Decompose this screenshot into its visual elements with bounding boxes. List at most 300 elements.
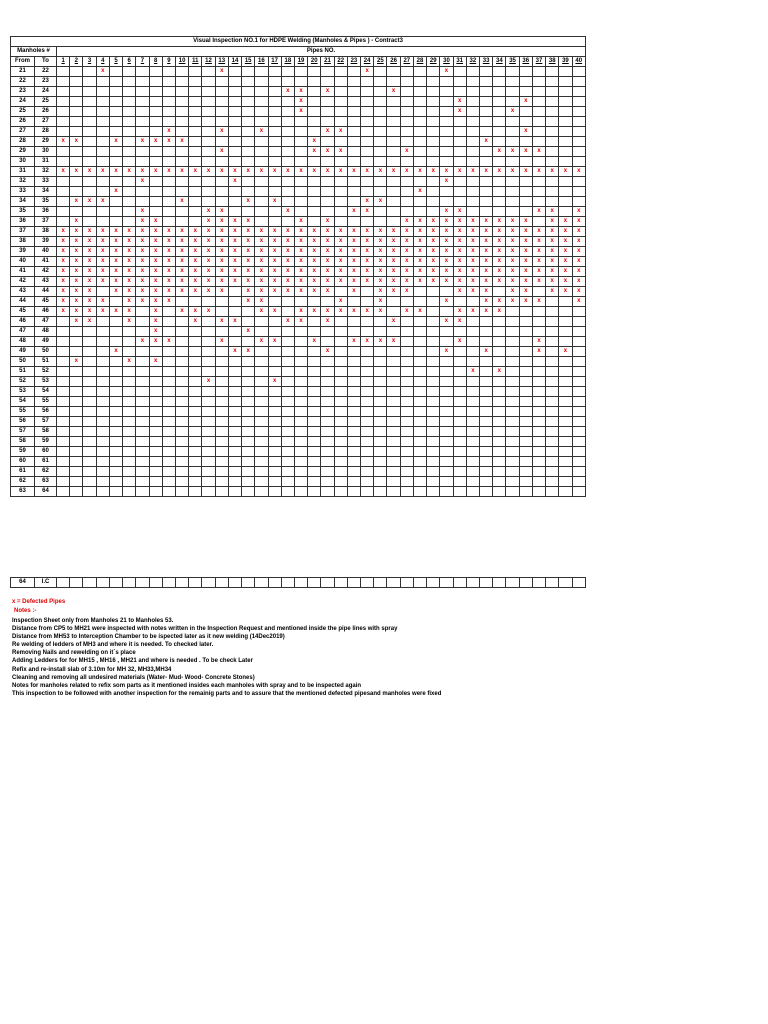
pipe-cell [109,397,122,407]
pipe-cell [519,337,532,347]
defect-mark: x [228,217,241,227]
pipe-cell [96,287,109,297]
pipe-cell [347,457,360,467]
defect-mark: x [308,247,321,257]
pipe-cell [453,467,466,477]
pipe-cell [202,327,215,337]
pipe-cell [308,67,321,77]
defect-mark: x [242,277,255,287]
pipe-cell [136,187,149,197]
pipe-number-header: 40 [572,57,585,67]
defect-mark: x [321,347,334,357]
defect-mark: x [321,307,334,317]
defect-mark: x [268,287,281,297]
pipe-cell [281,127,294,137]
manhole-row [11,347,586,357]
defect-mark: x [136,247,149,257]
defect-mark: x [149,307,162,317]
pipe-cell [466,117,479,127]
pipe-cell [559,387,572,397]
defect-mark: x [96,197,109,207]
pipe-cell [387,347,400,357]
pipe-cell [413,347,426,357]
pipe-cell [387,127,400,137]
pipe-cell [281,437,294,447]
pipe-cell [334,197,347,207]
pipe-cell [347,67,360,77]
from-manhole: 44 [11,297,35,307]
pipe-cell [387,137,400,147]
pipe-cell [109,197,122,207]
pipe-cell [413,207,426,217]
defect-mark: x [123,227,136,237]
pipe-cell [334,407,347,417]
pipe-cell [175,107,188,117]
defect-mark: x [149,327,162,337]
defect-mark: x [149,217,162,227]
pipe-cell [109,578,122,588]
defect-mark: x [70,277,83,287]
pipe-cell [480,367,493,377]
pipe-cell [546,127,559,137]
pipe-cell [109,377,122,387]
pipe-cell [136,447,149,457]
pipe-cell [202,147,215,157]
from-manhole: 64 [11,578,35,588]
pipe-cell [242,457,255,467]
to-manhole: 54 [35,387,57,397]
interception-chamber-table [10,577,586,588]
pipe-cell [572,157,585,167]
pipe-cell [215,367,228,377]
defect-mark: x [175,277,188,287]
manhole-row [11,447,586,457]
defect-mark: x [294,317,307,327]
defect-mark: x [440,237,453,247]
defect-mark: x [466,267,479,277]
pipe-cell [175,147,188,157]
pipe-cell [228,297,241,307]
defect-mark: x [334,277,347,287]
pipe-cell [506,407,519,417]
defect-mark: x [347,257,360,267]
pipe-cell [228,97,241,107]
pipe-cell [532,578,545,588]
pipe-cell [453,397,466,407]
pipe-cell [123,467,136,477]
pipe-cell [532,377,545,387]
pipe-cell [532,107,545,117]
manhole-row [11,437,586,447]
pipe-cell [572,77,585,87]
pipe-cell [294,117,307,127]
pipe-cell [109,87,122,97]
pipe-cell [242,77,255,87]
pipe-cell [466,147,479,157]
pipe-cell [228,327,241,337]
from-manhole: 56 [11,417,35,427]
pipe-cell [400,327,413,337]
defect-mark: x [427,237,440,247]
pipe-cell [559,177,572,187]
pipe-cell [413,427,426,437]
pipe-cell [347,467,360,477]
defect-mark: x [519,277,532,287]
defect-mark: x [136,297,149,307]
pipe-cell [506,387,519,397]
pipe-cell [519,347,532,357]
to-manhole: 34 [35,187,57,197]
defect-mark: x [215,147,228,157]
pipe-cell [109,67,122,77]
pipe-cell [96,77,109,87]
pipe-cell [123,457,136,467]
defect-mark: x [123,287,136,297]
defect-mark: x [493,297,506,307]
pipe-cell [480,397,493,407]
defect-mark: x [123,307,136,317]
pipe-cell [519,427,532,437]
pipe-cell [242,337,255,347]
pipe-cell [268,477,281,487]
pipe-cell [374,67,387,77]
defect-mark: x [546,217,559,227]
pipe-cell [334,387,347,397]
pipe-cell [70,347,83,357]
defect-mark: x [149,317,162,327]
pipe-cell [480,97,493,107]
defect-mark: x [202,287,215,297]
pipe-cell [532,397,545,407]
defect-mark: x [334,127,347,137]
pipe-cell [215,467,228,477]
pipe-cell [532,97,545,107]
pipe-cell [294,357,307,367]
pipe-cell [109,157,122,167]
defect-mark: x [374,257,387,267]
pipe-cell [255,147,268,157]
defect-mark: x [361,207,374,217]
pipe-cell [123,197,136,207]
pipe-cell [123,477,136,487]
pipe-cell [546,367,559,377]
defect-mark: x [440,317,453,327]
pipe-cell [175,207,188,217]
defect-mark: x [57,167,70,177]
pipe-cell [361,327,374,337]
pipe-cell [96,107,109,117]
pipe-cell [294,157,307,167]
pipe-cell [559,97,572,107]
pipe-cell [466,357,479,367]
defect-mark: x [440,347,453,357]
to-manhole: 31 [35,157,57,167]
pipe-cell [493,97,506,107]
pipe-cell [70,377,83,387]
pipe-cell [136,117,149,127]
pipe-cell [493,177,506,187]
defect-mark: x [361,307,374,317]
defect-mark: x [374,297,387,307]
from-manhole: 42 [11,277,35,287]
sheet-title: Visual Inspection NO.1 for HDPE Welding (Manholes & Pipes ) - Contract3 [11,37,586,47]
pipe-cell [202,427,215,437]
manhole-row [11,177,586,187]
defect-mark: x [506,167,519,177]
defect-mark: x [255,257,268,267]
interception-chamber-row [11,578,586,588]
pipe-cell [109,467,122,477]
pipe-cell [361,297,374,307]
pipe-cell [109,417,122,427]
pipe-cell [321,397,334,407]
to-manhole: 57 [35,417,57,427]
pipe-cell [109,447,122,457]
pipe-cell [387,327,400,337]
pipe-cell [466,127,479,137]
defect-mark: x [162,127,175,137]
pipe-cell [123,337,136,347]
manhole-row [11,187,586,197]
pipe-cell [149,437,162,447]
pipe-cell [189,187,202,197]
pipe-cell [493,417,506,427]
pipe-cell [189,457,202,467]
pipe-cell [519,477,532,487]
pipe-cell [294,427,307,437]
defect-mark: x [57,277,70,287]
pipe-cell [281,367,294,377]
pipe-cell [321,467,334,477]
pipe-cell [242,407,255,417]
pipe-cell [493,137,506,147]
from-manhole: 54 [11,397,35,407]
pipe-cell [255,377,268,387]
pipe-cell [493,578,506,588]
pipe-cell [532,327,545,337]
pipe-cell [215,137,228,147]
pipe-cell [175,367,188,377]
pipe-cell [294,437,307,447]
pipe-cell [96,127,109,137]
pipe-cell [308,477,321,487]
pipe-cell [361,487,374,497]
manhole-row [11,297,586,307]
pipe-cell [546,317,559,327]
defect-mark: x [228,247,241,257]
pipe-cell [387,147,400,157]
defect-mark: x [413,167,426,177]
pipe-cell [427,447,440,457]
pipe-cell [109,117,122,127]
pipe-cell [466,347,479,357]
pipe-cell [175,417,188,427]
defect-mark: x [215,257,228,267]
defect-mark: x [519,297,532,307]
pipe-cell [427,117,440,127]
pipe-cell [387,447,400,457]
from-manhole: 35 [11,207,35,217]
defect-mark: x [189,257,202,267]
manhole-row [11,87,586,97]
pipe-cell [308,347,321,357]
defect-mark: x [493,277,506,287]
pipe-cell [546,387,559,397]
pipe-cell [453,367,466,377]
pipe-cell [506,117,519,127]
pipe-cell [506,447,519,457]
pipe-cell [281,97,294,107]
pipe-cell [546,297,559,307]
defect-mark: x [228,267,241,277]
manhole-row [11,467,586,477]
pipe-cell [387,387,400,397]
pipe-cell [453,357,466,367]
pipe-cell [334,317,347,327]
defect-mark: x [162,137,175,147]
pipe-cell [546,187,559,197]
pipe-cell [109,297,122,307]
defect-mark: x [334,257,347,267]
pipe-cell [427,377,440,387]
pipe-cell [321,377,334,387]
defect-mark: x [268,197,281,207]
pipe-cell [374,427,387,437]
pipe-cell [519,437,532,447]
to-manhole: 58 [35,427,57,437]
defect-mark: x [175,267,188,277]
pipe-cell [480,147,493,157]
pipe-cell [308,467,321,477]
pipe-cell [413,417,426,427]
pipe-cell [109,327,122,337]
defect-mark: x [215,217,228,227]
pipe-cell [57,467,70,477]
pipe-cell [387,377,400,387]
pipe-cell [361,367,374,377]
pipe-cell [387,207,400,217]
pipe-cell [572,397,585,407]
defect-mark: x [321,227,334,237]
defect-mark: x [387,167,400,177]
pipe-cell [57,457,70,467]
to-manhole: 50 [35,347,57,357]
manhole-row [11,227,586,237]
pipe-cell [136,367,149,377]
pipe-cell [268,578,281,588]
pipe-cell [242,157,255,167]
pipe-cell [493,397,506,407]
defect-mark: x [268,337,281,347]
defect-mark: x [175,307,188,317]
pipe-cell [308,407,321,417]
defect-mark: x [96,307,109,317]
pipe-cell [215,197,228,207]
to-manhole: 48 [35,327,57,337]
pipe-cell [572,97,585,107]
pipe-cell [308,197,321,207]
pipe-cell [57,427,70,437]
pipe-cell [255,107,268,117]
defect-mark: x [255,287,268,297]
pipe-cell [546,177,559,187]
pipe-cell [228,307,241,317]
defect-mark: x [400,217,413,227]
pipe-cell [109,407,122,417]
pipe-cell [57,367,70,377]
pipe-cell [480,67,493,77]
pipe-cell [559,297,572,307]
note-line: Distance from CP5 to MH21 were inspected with notes written in the Inspection Request and mentioned inside the pipe lines with spray [12,626,398,633]
pipe-cell [123,67,136,77]
pipe-cell [281,217,294,227]
defect-mark: x [440,167,453,177]
defect-mark: x [559,227,572,237]
to-manhole: 52 [35,367,57,377]
pipe-cell [334,417,347,427]
pipe-cell [175,347,188,357]
defect-mark: x [228,167,241,177]
defect-mark: x [215,287,228,297]
pipe-cell [519,407,532,417]
pipe-cell [321,67,334,77]
defect-mark: x [281,317,294,327]
pipe-cell [136,457,149,467]
pipe-cell [559,127,572,137]
pipe-cell [400,187,413,197]
pipe-cell [70,457,83,467]
pipe-cell [215,117,228,127]
pipe-number-header: 19 [294,57,307,67]
defect-mark: x [413,187,426,197]
defect-mark: x [559,257,572,267]
pipe-cell [321,327,334,337]
defect-mark: x [466,237,479,247]
pipe-cell [440,578,453,588]
pipe-cell [162,107,175,117]
pipe-cell [440,437,453,447]
pipe-cell [268,367,281,377]
pipe-number-header: 4 [96,57,109,67]
pipe-cell [480,127,493,137]
defect-mark: x [334,237,347,247]
pipe-cell [162,487,175,497]
defect-mark: x [400,267,413,277]
pipe-cell [506,337,519,347]
pipe-cell [308,578,321,588]
pipe-cell [281,177,294,187]
pipe-cell [109,107,122,117]
pipe-cell [440,327,453,337]
pipe-cell [374,117,387,127]
pipe-cell [281,447,294,457]
manhole-row [11,357,586,367]
note-line: This inspection to be followed with another inspection for the remainig parts and to assure that the mentioned defected pipesand manholes were fixed [12,690,442,697]
pipe-cell [268,447,281,457]
pipe-cell [136,487,149,497]
pipe-cell [96,427,109,437]
pipe-cell [242,417,255,427]
pipe-cell [83,67,96,77]
pipe-cell [466,97,479,107]
pipe-cell [57,327,70,337]
defect-mark: x [466,217,479,227]
pipe-cell [281,387,294,397]
pipe-cell [70,427,83,437]
defect-mark: x [374,237,387,247]
pipe-cell [136,417,149,427]
defect-mark: x [70,267,83,277]
